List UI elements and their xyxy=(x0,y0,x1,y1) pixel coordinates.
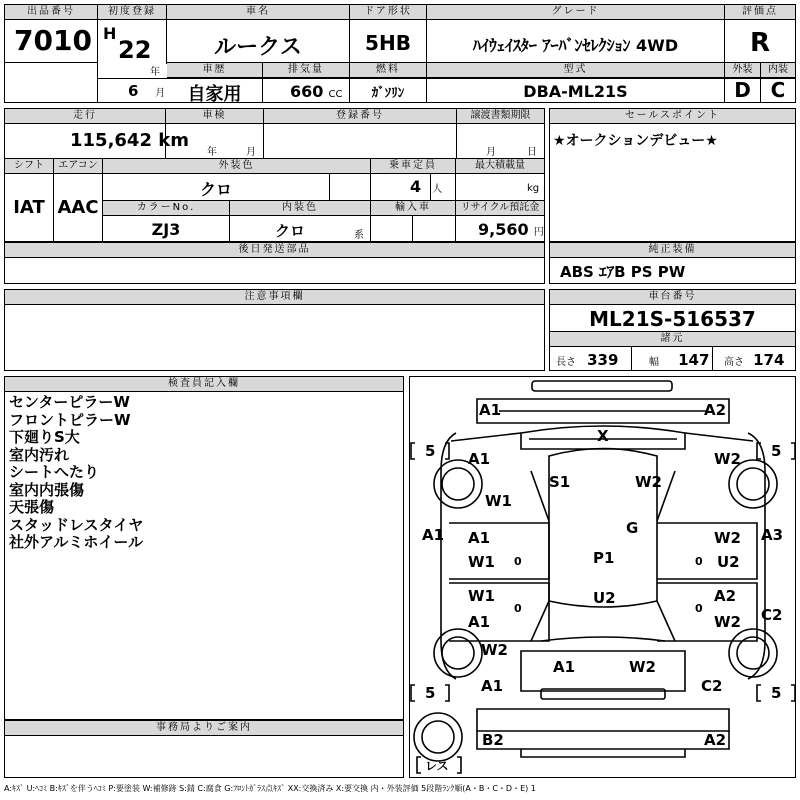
note-line: 天張傷 xyxy=(9,498,55,516)
lot-number: 7010 xyxy=(14,24,92,57)
mark-front-a1: A1 xyxy=(479,401,502,419)
mark-rf-door-zero: 0 xyxy=(695,555,703,568)
seats-label: 乗車定員 xyxy=(371,159,455,174)
length-label: 長さ xyxy=(556,357,576,368)
import-label: 輸入車 xyxy=(371,201,455,216)
mark-front-a2: A2 xyxy=(704,401,727,419)
door-label: ドア形状 xyxy=(350,5,426,20)
tire-rl-grade: 5 xyxy=(425,684,436,702)
later-parts-label: 後日発送部品 xyxy=(5,243,544,258)
score-label: 評価点 xyxy=(725,5,795,20)
specs-height-row xyxy=(724,350,784,369)
history: 自家用 xyxy=(187,84,242,105)
seats-row xyxy=(410,177,442,196)
reg-no-label: 登録番号 xyxy=(264,109,456,124)
mileage-label: 走行 xyxy=(5,109,165,124)
mark-right-a3: A3 xyxy=(761,526,784,544)
damage-diagram xyxy=(409,376,796,778)
width-label: 幅 xyxy=(649,357,659,368)
recycle-unit: 円 xyxy=(533,227,544,238)
mark-rear-a1: A1 xyxy=(553,658,576,676)
mark-rear-b2: B2 xyxy=(482,731,504,749)
interior-color: クロ xyxy=(274,222,305,240)
ext-label: 外装 xyxy=(725,63,760,78)
car-name: ルークス xyxy=(214,35,302,60)
specs-length-row xyxy=(556,350,618,369)
recycle-row xyxy=(478,220,544,239)
recycle-label: リサイクル預託金 xyxy=(456,201,544,216)
int-label: 内装 xyxy=(761,63,795,78)
inspection-label: 車検 xyxy=(166,109,263,124)
note-line: フロントピラーW xyxy=(9,410,131,429)
mark-left-sill: A1 xyxy=(422,526,445,544)
note-line: センターピラーW xyxy=(9,393,130,411)
month-unit: 月 xyxy=(155,88,166,99)
sales-point-box xyxy=(549,108,796,242)
interior-color-label: 内装色 xyxy=(230,201,370,216)
note-line: 室内汚れ xyxy=(9,445,70,464)
model: DBA-ML21S xyxy=(523,82,628,101)
tire-rr-grade: 5 xyxy=(771,684,782,702)
specs-label: 諸元 xyxy=(550,331,795,347)
transfer-day: 日 xyxy=(527,147,537,158)
width: 147 xyxy=(678,351,710,369)
seats: 4 xyxy=(410,177,422,196)
mark-fl-fender: A1 xyxy=(468,450,491,468)
recycle: 9,560 xyxy=(478,220,529,239)
sales-point-text: ★オークションデビュー★ xyxy=(553,133,718,149)
tire-fr-grade: 5 xyxy=(771,442,782,460)
legend: A:ｷｽﾞ U:ﾍｺﾐ B:ｷｽﾞを伴うﾍｺﾐ P:要塗装 W:補修跡 S:錆 C:腐食 G:ﾌﾛﾝﾄｶﾞﾗｽ点ｷｽﾞ XX:交換済み X:要交換 内・外装評価 5段階ﾗﾝｸ順(A・B・C・D・E) 1 xyxy=(4,784,536,793)
inspection-month-unit: 月 xyxy=(246,147,256,158)
mark-lf-door1: A1 xyxy=(468,529,491,547)
mileage-row xyxy=(70,130,189,151)
int-score: C xyxy=(770,78,786,102)
mark-lr-door2: A1 xyxy=(468,613,491,631)
mark-windshield: X xyxy=(597,427,609,445)
month-value-row xyxy=(128,82,165,100)
ac-label: エアコン xyxy=(54,159,102,174)
mark-rr-door-zero: 0 xyxy=(695,602,703,615)
grade: ﾊｲｳｪｲｽﾀｰ ｱｰﾊﾞﾝｾﾚｸｼｮﾝ 4WD xyxy=(472,36,679,55)
note-line: 下廻りS大 xyxy=(9,428,80,446)
tire-fl-grade: 5 xyxy=(425,442,436,460)
first-reg-label: 初度登録 xyxy=(98,5,166,20)
history-label: 車歴 xyxy=(167,63,262,78)
displacement: 660 xyxy=(290,82,324,101)
fuel: ｶﾞｿﾘﾝ xyxy=(371,86,405,101)
color-label: 外装色 xyxy=(103,159,370,174)
mark-u2: U2 xyxy=(593,589,616,607)
spare-tire-grade: レス xyxy=(425,759,449,773)
displacement-row xyxy=(290,82,342,101)
load-label: 最大積載量 xyxy=(456,159,544,174)
mark-lr-door1: W1 xyxy=(468,587,495,605)
equipment-label: 純正装備 xyxy=(550,243,795,258)
load-unit: kg xyxy=(527,183,540,194)
mark-fr-fender: W2 xyxy=(714,450,741,468)
office-label: 事務局よりご案内 xyxy=(5,721,403,736)
displacement-unit: CC xyxy=(328,89,343,100)
chassis-label: 車台番号 xyxy=(550,290,795,305)
damage-marks-svg xyxy=(410,377,795,777)
note-line: 社外アルミホイール xyxy=(9,533,144,551)
shift: IAT xyxy=(13,197,45,218)
transfer-label: 譲渡書類期限 xyxy=(457,109,544,124)
mark-rr-door2: W2 xyxy=(714,613,741,631)
height: 174 xyxy=(753,351,785,369)
color-no: ZJ3 xyxy=(151,220,181,239)
inspection-year-unit: 年 xyxy=(207,147,217,158)
chassis-number: ML21S-516537 xyxy=(589,307,756,331)
mark-rf-door1: W2 xyxy=(714,529,741,547)
ac: AAC xyxy=(57,197,99,218)
mark-fl-fender2: W1 xyxy=(485,492,512,510)
shift-label: シフト xyxy=(5,159,53,174)
mileage: 115,642 xyxy=(70,130,152,151)
caution-label: 注意事項欄 xyxy=(5,290,544,305)
displacement-label: 排気量 xyxy=(263,63,349,78)
reg-month: 6 xyxy=(128,82,139,100)
mark-right-c2: C2 xyxy=(761,606,783,624)
mark-rear-w2: W2 xyxy=(629,658,656,676)
mark-lf-door-zero: 0 xyxy=(514,555,522,568)
ext-score: D xyxy=(734,78,751,102)
note-line: シートへたり xyxy=(9,463,100,481)
mark-lf-door2: W1 xyxy=(468,553,495,571)
length: 339 xyxy=(587,351,619,369)
reg-year: 22 xyxy=(118,36,152,64)
mark-seat-s1: S1 xyxy=(549,473,571,491)
inspector-notes xyxy=(9,394,143,552)
color-no-label: カラーNo. xyxy=(103,201,229,216)
door-type: 5HB xyxy=(365,31,411,55)
fuel-label: 燃料 xyxy=(350,63,426,78)
mark-rear-a2: A2 xyxy=(704,731,727,749)
grade-label: グレード xyxy=(427,5,724,20)
mark-seat-w2: W2 xyxy=(635,473,662,491)
mark-lr-door-zero: 0 xyxy=(514,602,522,615)
transfer-month: 月 xyxy=(486,147,496,158)
name-label: 車名 xyxy=(167,5,349,20)
mark-lr-fender2: A1 xyxy=(481,677,504,695)
mark-p1: P1 xyxy=(593,549,615,567)
mark-rf-door2: U2 xyxy=(717,553,740,571)
note-line: 室内内張傷 xyxy=(9,480,85,499)
mark-rr-fender: C2 xyxy=(701,677,723,695)
note-line: スタッドレスタイヤ xyxy=(9,515,144,534)
color: クロ xyxy=(199,180,232,199)
model-label: 型式 xyxy=(427,63,724,78)
mark-lr-fender1: W2 xyxy=(481,641,508,659)
interior-unit: 系 xyxy=(354,230,364,241)
year-unit: 年 xyxy=(150,67,160,78)
mark-rr-door1: A2 xyxy=(714,587,737,605)
lot-label: 出品番号 xyxy=(5,5,97,20)
era: H xyxy=(103,24,117,43)
sales-point-label: セールスポイント xyxy=(550,109,795,124)
seats-unit: 人 xyxy=(432,184,443,195)
inspector-label: 検査員記入欄 xyxy=(5,377,403,392)
score: R xyxy=(749,28,771,58)
mark-g: G xyxy=(626,519,639,537)
specs-width-row xyxy=(649,350,709,369)
height-label: 高さ xyxy=(724,357,744,368)
mileage-unit: km xyxy=(158,130,189,151)
equipment-text: ABS ｴｱB PS PW xyxy=(560,263,686,281)
